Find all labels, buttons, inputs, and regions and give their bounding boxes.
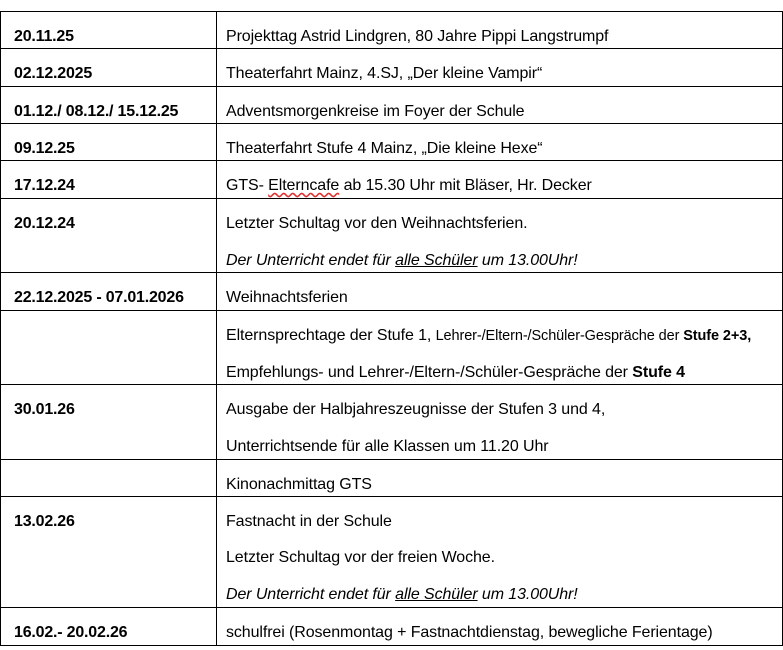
bold-text: Stufe 2+3,	[683, 328, 752, 344]
row-divider	[0, 459, 783, 460]
event-description: Weihnachtsferien	[226, 289, 348, 306]
row-divider	[0, 160, 783, 161]
text-part: um 13.00Uhr!	[477, 252, 578, 269]
event-date: 09.12.25	[14, 140, 75, 157]
event-description: Letzter Schultag vor den Weihnachtsferien.	[226, 215, 528, 232]
event-note	[226, 586, 578, 604]
row-divider	[0, 272, 783, 273]
event-date: 20.12.24	[14, 215, 75, 232]
row-divider	[0, 123, 783, 124]
event-description	[226, 327, 751, 345]
row-divider	[0, 607, 783, 608]
event-description: Theaterfahrt Stufe 4 Mainz, „Die kleine Hexe“	[226, 140, 543, 157]
text-part: um 13.00Uhr!	[477, 586, 578, 603]
bold-text: Stufe 4	[632, 364, 685, 381]
row-divider	[0, 86, 783, 87]
event-description: Fastnacht in der Schule	[226, 513, 392, 530]
event-date: 20.11.25	[14, 28, 74, 45]
row-divider	[0, 645, 783, 646]
spellcheck-word: Elterncafe	[268, 177, 340, 194]
event-description: Ausgabe der Halbjahreszeugnisse der Stufen 3 und 4,	[226, 401, 606, 418]
row-divider	[0, 310, 783, 311]
event-date: 02.12.2025	[14, 65, 93, 82]
event-date: 01.12./ 08.12./ 15.12.25	[14, 103, 179, 120]
event-description	[226, 177, 592, 195]
text-part: Lehrer-/Eltern-/Schüler-Gespräche der	[435, 328, 684, 344]
text-part: Elternsprechtage der Stufe 1,	[226, 327, 436, 344]
underlined-text: alle Schüler	[395, 586, 478, 603]
event-description	[226, 364, 685, 382]
event-description: Theaterfahrt Mainz, 4.SJ, „Der kleine Vampir“	[226, 65, 543, 82]
event-date: 13.02.26	[14, 513, 75, 530]
event-date: 17.12.24	[14, 177, 75, 194]
text-part: ab 15.30 Uhr mit Bläser, Hr. Decker	[339, 177, 592, 194]
event-description: Unterrichtsende für alle Klassen um 11.20 Uhr	[226, 438, 549, 455]
column-divider	[0, 11, 1, 646]
event-description: Projekttag Astrid Lindgren, 80 Jahre Pippi Langstrumpf	[226, 28, 609, 45]
underlined-text: alle Schüler	[395, 252, 478, 269]
event-note	[226, 252, 578, 270]
event-date: 30.01.26	[14, 401, 75, 418]
text-part: Der Unterricht endet für	[226, 586, 396, 603]
text-part: Empfehlungs- und Lehrer-/Eltern-/Schüler-Gespräche der	[226, 364, 633, 381]
event-description: Letzter Schultag vor der freien Woche.	[226, 549, 495, 566]
event-date: 22.12.2025 - 07.01.2026	[14, 289, 184, 306]
row-divider	[0, 11, 783, 12]
row-divider	[0, 384, 783, 385]
event-date: 16.02.- 20.02.26	[14, 624, 128, 641]
event-description: schulfrei (Rosenmontag + Fastnachtdienstag, bewegliche Ferientage)	[226, 624, 713, 641]
row-divider	[0, 496, 783, 497]
row-divider	[0, 48, 783, 49]
event-description: Adventsmorgenkreise im Foyer der Schule	[226, 103, 525, 120]
text-part: Der Unterricht endet für	[226, 252, 396, 269]
text-part: GTS-	[226, 177, 269, 194]
event-description: Kinonachmittag GTS	[226, 476, 372, 493]
row-divider	[0, 198, 783, 199]
column-divider	[216, 11, 217, 646]
